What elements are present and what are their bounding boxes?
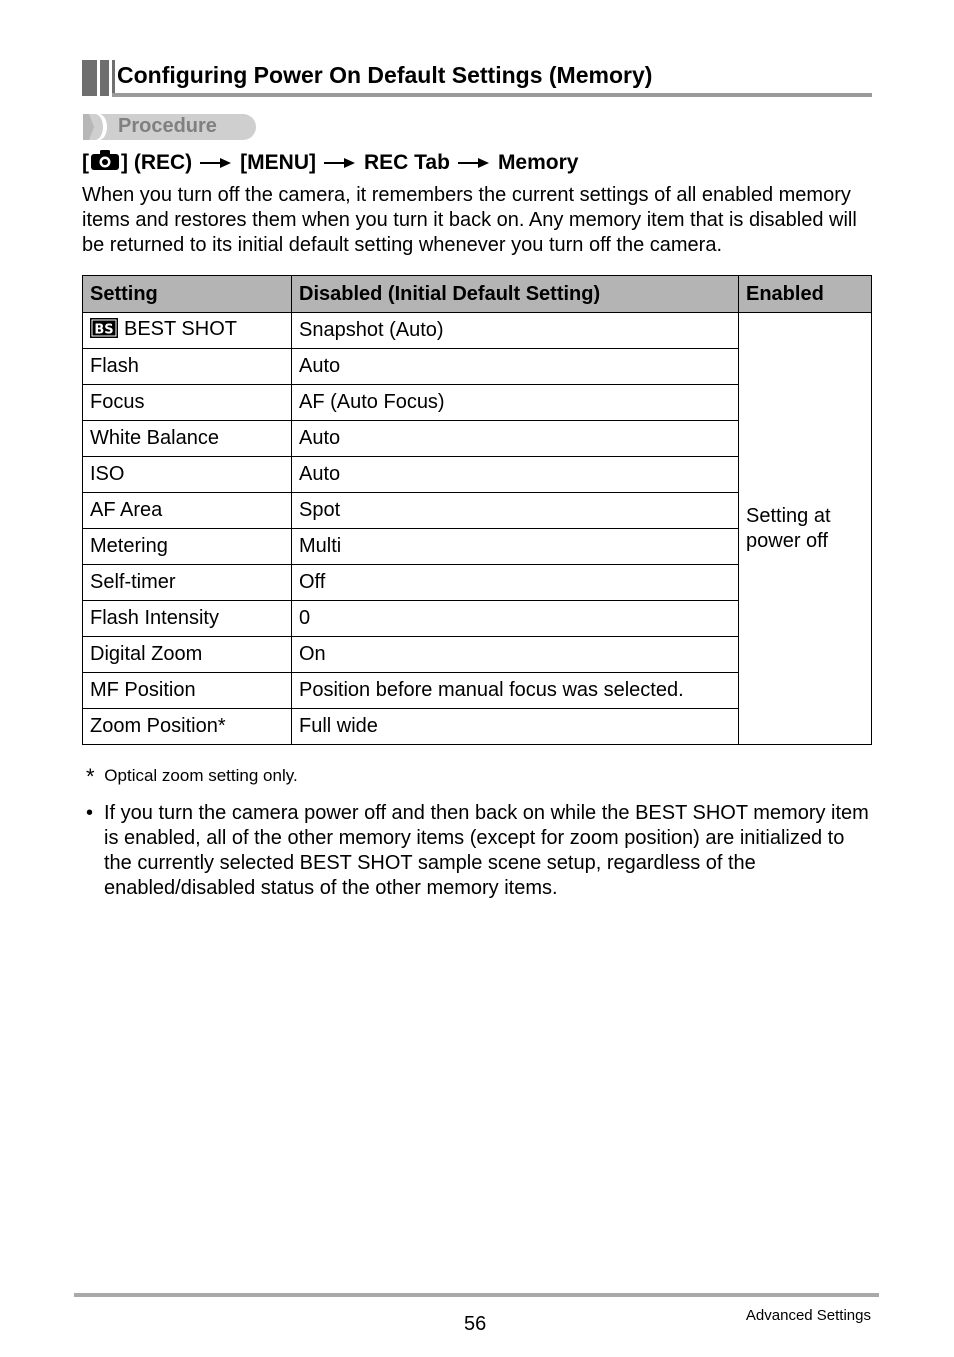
enabled-line: Setting at [746, 504, 831, 527]
setting-cell: Zoom Position* [83, 709, 292, 745]
arrow-right-icon [324, 151, 356, 175]
disabled-cell: Multi [292, 529, 739, 565]
path-rec: ] (REC) [121, 151, 193, 174]
disabled-cell: Snapshot (Auto) [292, 313, 739, 349]
table-row [83, 313, 872, 349]
svg-text:BS: BS [94, 322, 114, 337]
heading-bar [82, 60, 97, 96]
disabled-cell: 0 [292, 601, 739, 637]
setting-cell: Flash Intensity [83, 601, 292, 637]
path-rec-tab: REC Tab [363, 151, 450, 174]
setting-cell: Flash [83, 349, 292, 385]
arrow-right-icon [200, 151, 232, 175]
footer-section-name: Advanced Settings [745, 1307, 871, 1324]
footnote-text: Optical zoom setting only. [104, 766, 298, 785]
disabled-cell: Auto [292, 457, 739, 493]
setting-label: BEST SHOT [124, 317, 237, 340]
memory-settings-table [82, 275, 872, 745]
camera-icon [90, 149, 120, 177]
column-header-enabled: Enabled [739, 276, 872, 313]
setting-cell: MF Position [83, 673, 292, 709]
setting-cell [83, 313, 292, 349]
procedure-label: Procedure [118, 115, 217, 137]
page-number: 56 [464, 1313, 487, 1335]
bullet-note [86, 801, 876, 901]
setting-cell: Self-timer [83, 565, 292, 601]
setting-cell: Digital Zoom [83, 637, 292, 673]
bullet-text: If you turn the camera power off and then back on while the BEST SHOT memory item is enabled, all of the other memory items (except for zoom position) are initialized to the currently selected BEST SHOT sample scene setup, regardless of the enabled/disabled status of the other memory items. [104, 802, 869, 899]
page-title: Configuring Power On Default Settings (Memory) [117, 62, 653, 88]
setting-cell: Focus [83, 385, 292, 421]
disabled-cell: Auto [292, 349, 739, 385]
footnote [86, 764, 298, 790]
disabled-cell: Off [292, 565, 739, 601]
bullet-marker: • [86, 802, 94, 824]
section-heading [82, 60, 872, 98]
disabled-cell: Full wide [292, 709, 739, 745]
disabled-cell: Auto [292, 421, 739, 457]
setting-cell: ISO [83, 457, 292, 493]
disabled-cell: AF (Auto Focus) [292, 385, 739, 421]
heading-bar [112, 60, 115, 96]
setting-cell: Metering [83, 529, 292, 565]
path-memory: Memory [497, 151, 579, 174]
setting-cell: White Balance [83, 421, 292, 457]
disabled-cell: Position before manual focus was selected. [292, 673, 739, 709]
enabled-line: power off [746, 529, 828, 552]
path-menu: [MENU] [240, 151, 316, 174]
heading-rule [112, 93, 872, 97]
best-shot-icon [90, 318, 118, 344]
disabled-cell: On [292, 637, 739, 673]
footnote-marker: * [86, 764, 95, 789]
arrow-right-icon [458, 151, 490, 175]
disabled-cell: Spot [292, 493, 739, 529]
footer-rule [74, 1293, 879, 1297]
heading-bar [100, 60, 109, 96]
column-header-disabled: Disabled (Initial Default Setting) [292, 276, 739, 313]
setting-cell: AF Area [83, 493, 292, 529]
intro-paragraph: When you turn off the camera, it remembers the current settings of all enabled memory items and restores them when you turn it back on. Any memory item that is disabled will be returned to its initial default setting whenever you turn off the camera. [82, 184, 857, 256]
menu-path [82, 149, 578, 177]
table-header-row [83, 276, 872, 313]
procedure-badge [83, 114, 256, 140]
path-bracket: [ [82, 151, 89, 174]
column-header-setting: Setting [83, 276, 292, 313]
enabled-cell [739, 313, 872, 745]
